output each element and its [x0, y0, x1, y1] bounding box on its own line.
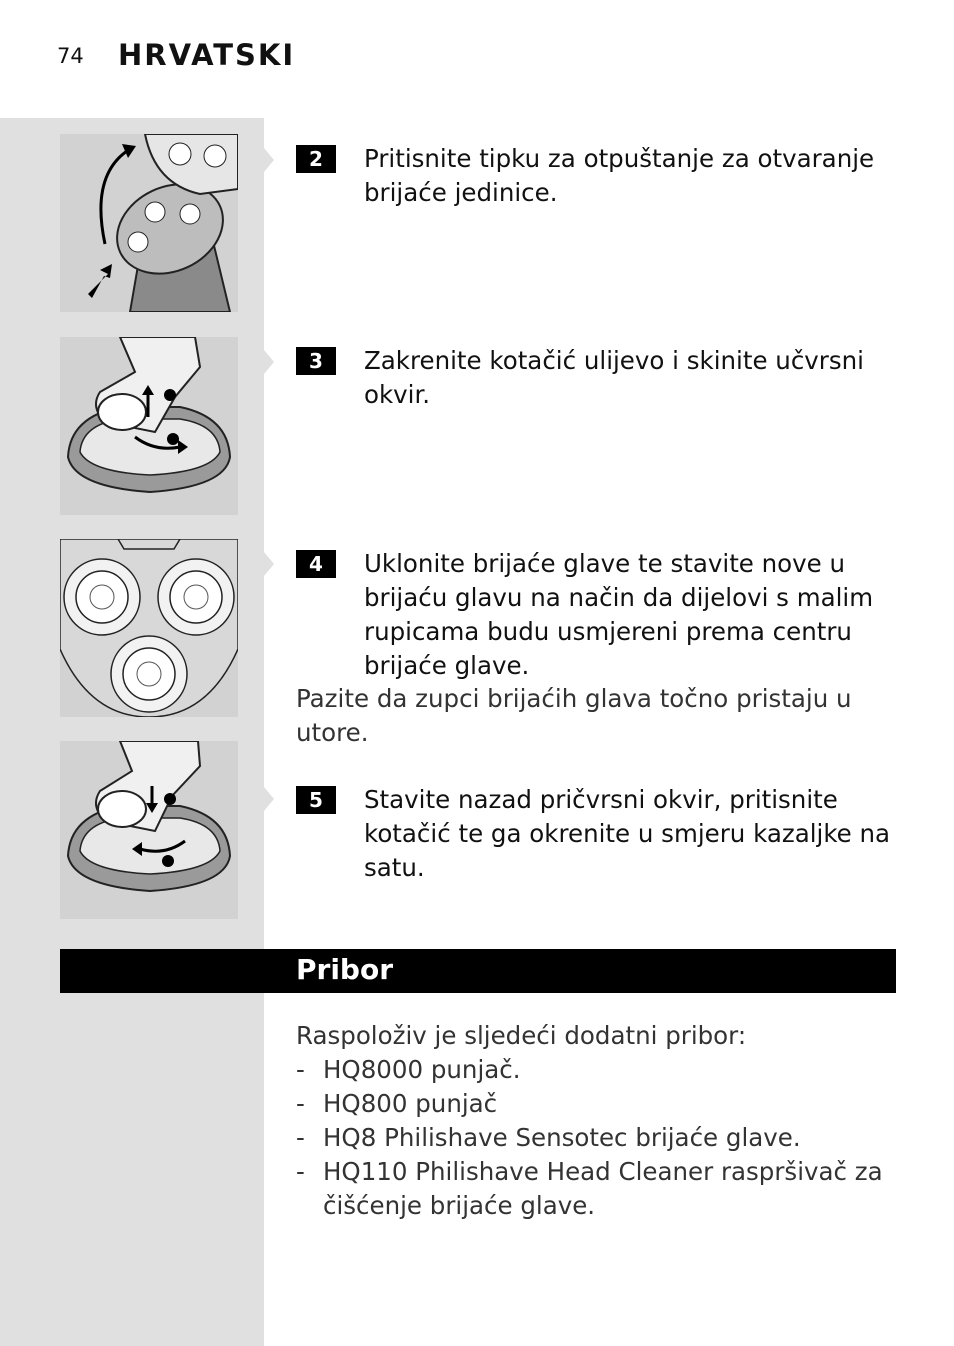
illustration-shaving-heads	[60, 539, 238, 717]
figure-pointer	[264, 787, 274, 811]
illustration-open-shaving-unit	[60, 134, 238, 312]
list-marker: -	[296, 1123, 305, 1152]
list-marker: -	[296, 1089, 305, 1118]
list-item	[296, 1087, 916, 1121]
list-item	[296, 1155, 916, 1223]
list-item	[296, 1053, 916, 1087]
step-number-badge: 3	[296, 347, 336, 375]
step-number-badge: 2	[296, 145, 336, 173]
accessories-intro: Raspoloživ je sljedeći dodatni pribor:	[296, 1021, 747, 1050]
step-text: Pritisnite tipku za otpuštanje za otvaranje brijaće jedinice.	[364, 144, 875, 207]
step-text: Uklonite brijaće glave te stavite nove u brijaću glavu na način da dijelovi s malim rupicama budu usmjereni prema centru brijaće glave.	[364, 549, 874, 680]
step-text: Zakrenite kotačić ulijevo i skinite učvrsni okvir.	[364, 346, 864, 409]
list-item-text: HQ8000 punjač.	[323, 1055, 521, 1084]
list-item-text: HQ110 Philishave Head Cleaner raspršivač za čišćenje brijaće glave.	[323, 1157, 883, 1220]
note-text: Pazite da zupci brijaćih glava točno pristaju u utore.	[296, 684, 852, 747]
list-item	[296, 1121, 916, 1155]
step-number-badge: 4	[296, 550, 336, 578]
figure-pointer	[264, 148, 274, 172]
list-marker: -	[296, 1157, 305, 1186]
step-number-badge: 5	[296, 786, 336, 814]
figure-pointer	[264, 350, 274, 374]
accessories-list	[296, 1053, 916, 1223]
list-marker: -	[296, 1055, 305, 1084]
section-header-bar	[60, 949, 896, 993]
illustration-turn-wheel	[60, 337, 238, 515]
figure-pointer	[264, 552, 274, 576]
page-number: 74	[57, 44, 84, 68]
section-title: Pribor	[296, 953, 394, 986]
list-item-text: HQ800 punjač	[323, 1089, 498, 1118]
illustration-replace-frame	[60, 741, 238, 919]
step-text: Stavite nazad pričvrsni okvir, pritisnite kotačić te ga okrenite u smjeru kazaljke na satu.	[364, 785, 891, 882]
page-title: HRVATSKI	[118, 38, 296, 72]
list-item-text: HQ8 Philishave Sensotec brijaće glave.	[323, 1123, 801, 1152]
